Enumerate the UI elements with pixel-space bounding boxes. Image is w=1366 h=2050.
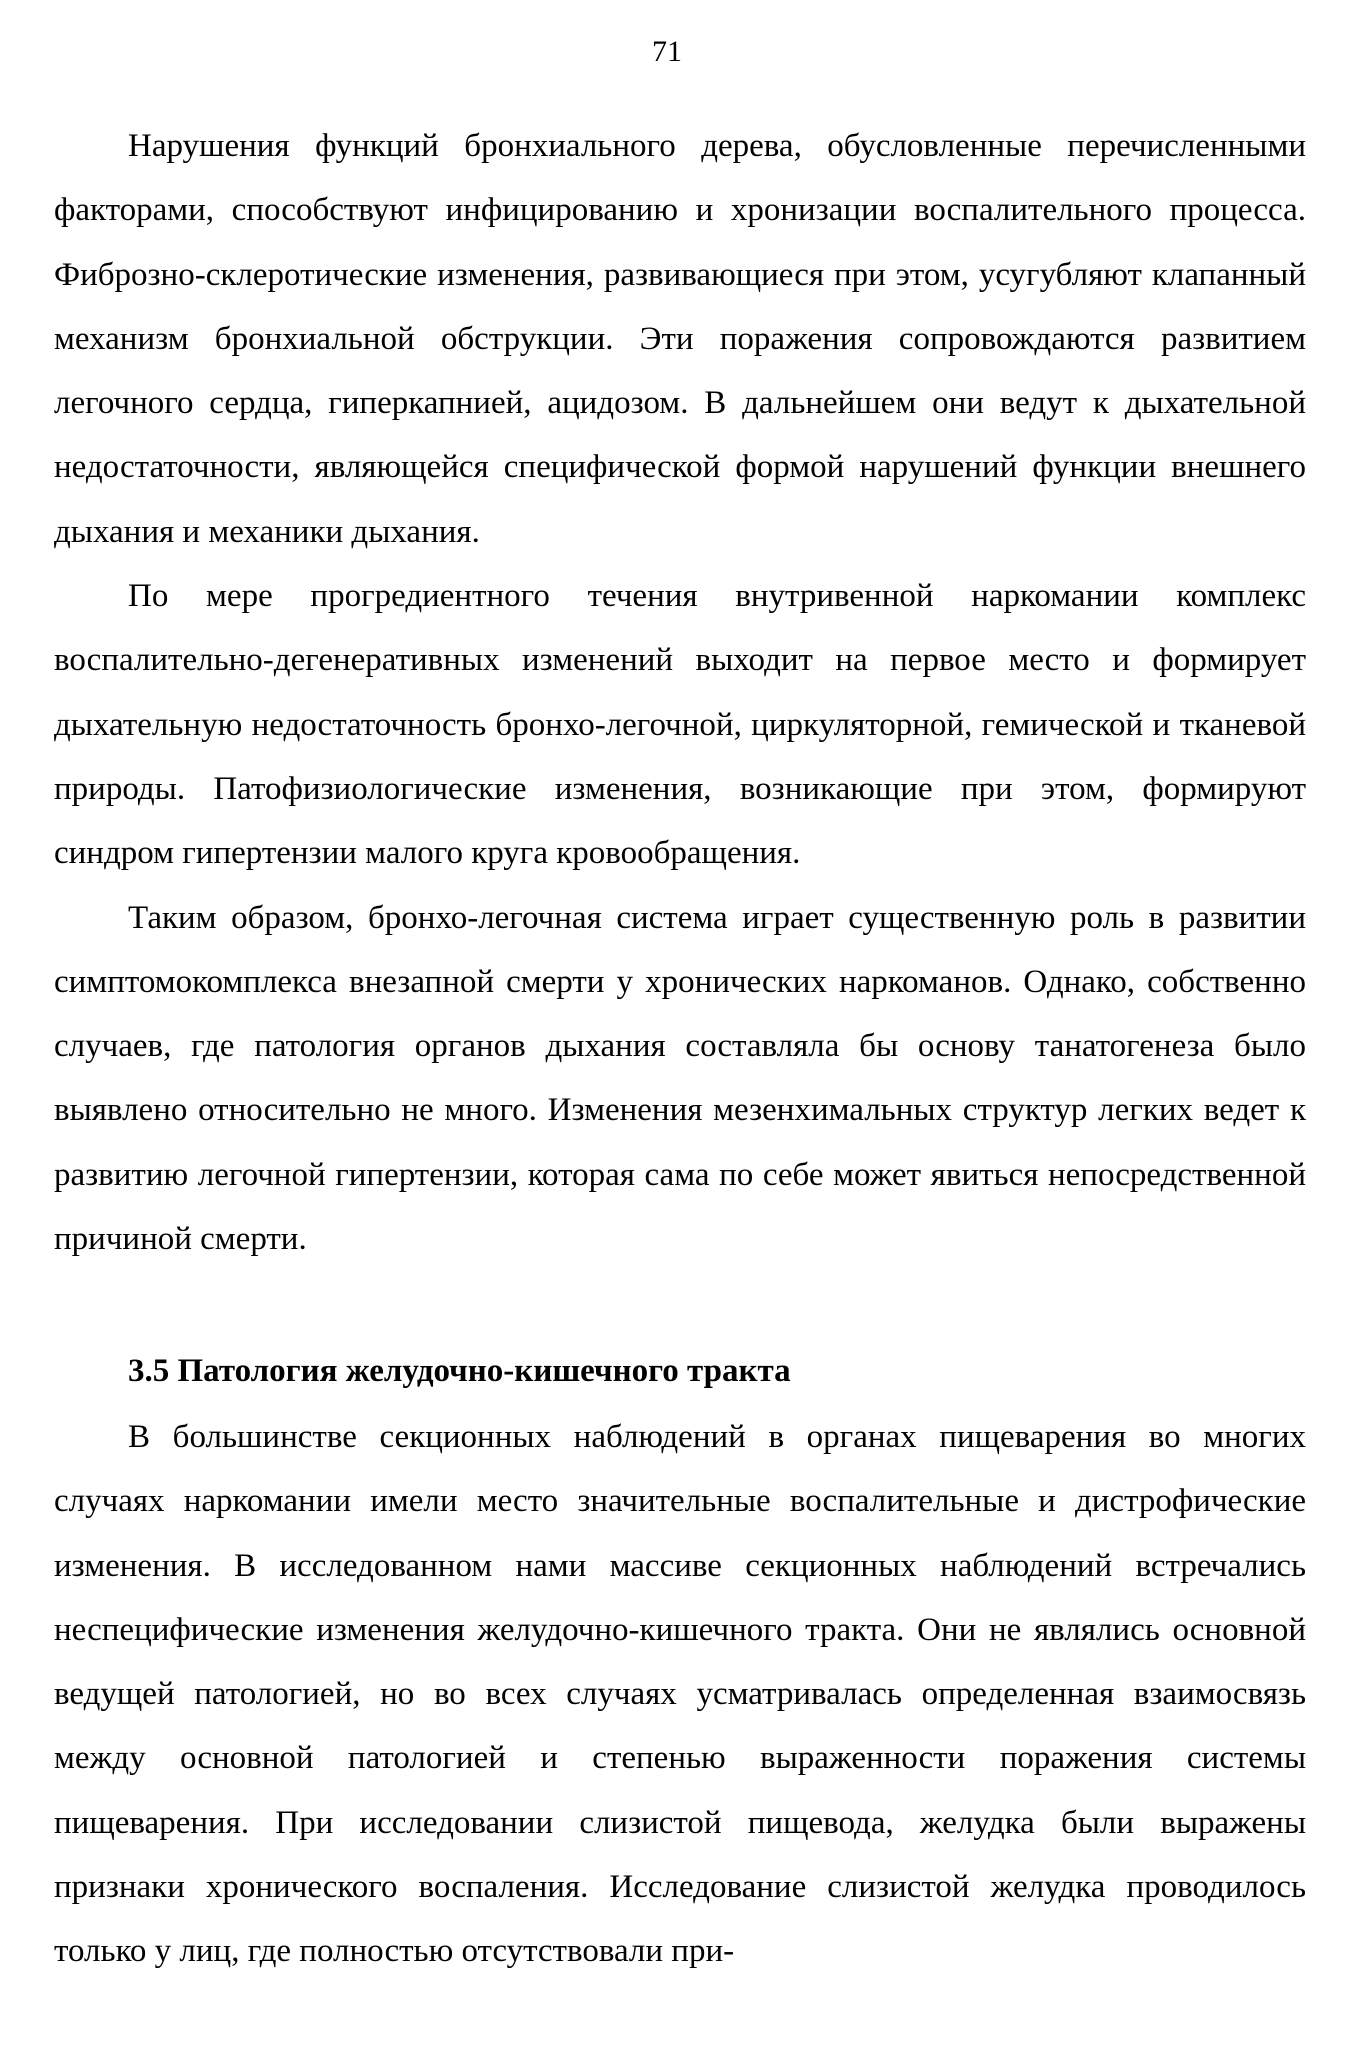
paragraph-bronchial-tree: Нарушения функций бронхиального дерева, обусловленные перечисленными факторами, способствуют инфицированию и хронизации воспалительного процесса. Фиброзно-склеротические изменения, развивающиеся при этом, усугубляют клапанный механизм бронхиальной обструкции. Эти поражения сопровождаются развитием легочного сердца, гиперкапнией, ацидозом. В дальнейшем они ведут к дыхательной недостаточности, являющейся специфической формой нарушений функции внешнего дыхания и механики дыхания. bbox=[54, 128, 1306, 550]
section-heading: 3.5 Патология желудочно-кишечного тракта bbox=[128, 1353, 791, 1389]
body-text bbox=[54, 114, 1306, 1271]
paragraph-digestive-system: В большинстве секционных наблюдений в органах пищеварения во многих случаях наркомании имели место значительные воспалительные и дистрофические изменения. В исследованном нами массиве секционных наблюдений встречались неспецифические изменения желудочно-кишечного тракта. Они не являлись основной ведущей патологией, но во всех случаях усматривалась определенная взаимосвязь между основной патологией и степенью выраженности поражения системы пищеварения. При исследовании слизистой пищевода, желудка были выражены признаки хронического воспаления. Исследование слизистой желудка проводилось только у лиц, где полностью отсутствовали при- bbox=[54, 1419, 1306, 1970]
paragraph-conclusion: Таким образом, бронхо-легочная система играет существенную роль в развитии симптомокомплекса внезапной смерти у хронических наркоманов. Однако, собственно случаев, где патология органов дыхания составляла бы основу танатогенеза было выявлено относительно не много. Изменения мезенхимальных структур легких ведет к развитию легочной гипертензии, которая сама по себе может явиться непосредственной причиной смерти. bbox=[54, 899, 1306, 1258]
section-body bbox=[54, 1405, 1306, 1984]
page-number: 71 bbox=[652, 35, 682, 68]
paragraph-respiratory-failure: По мере прогредиентного течения внутривенной наркомании комплекс воспалительно-дегенеративных изменений выходит на первое место и формирует дыхательную недостаточность бронхо-легочной, циркуляторной, гемической и тканевой природы. Патофизиологические изменения, возникающие при этом, формируют синдром гипертензии малого круга кровообращения. bbox=[54, 578, 1306, 872]
